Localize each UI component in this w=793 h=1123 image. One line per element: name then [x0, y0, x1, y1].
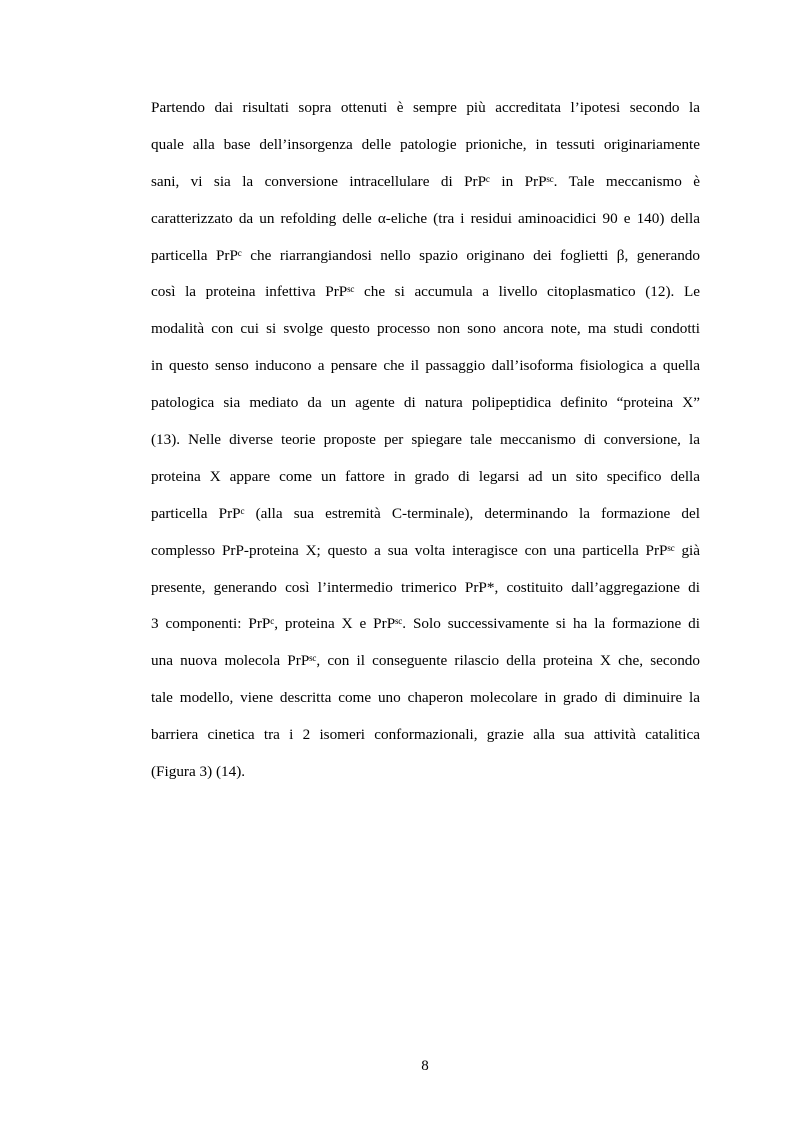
paragraph-line: sani, vi sia la conversione intracellulare di PrPᶜ in PrPˢᶜ. Tale meccanismo è — [151, 172, 700, 190]
paragraph-line: complesso PrP-proteina X; questo a sua volta interagisce con una particella PrPˢᶜ già — [151, 541, 700, 559]
paragraph-line: proteina X appare come un fattore in grado di legarsi ad un sito specifico della — [151, 467, 700, 485]
page-number: 8 — [421, 1058, 429, 1074]
paragraph-line: quale alla base dell’insorgenza delle patologie prioniche, in tessuti originariamente — [151, 135, 700, 153]
paragraph-line: patologica sia mediato da un agente di natura polipeptidica definito “proteina X” — [151, 394, 700, 412]
paragraph-line: presente, generando così l’intermedio trimerico PrP*, costituito dall’aggregazione di — [151, 578, 700, 596]
paragraph-line: particella PrPᶜ che riarrangiandosi nello spazio originano dei foglietti β, generando — [151, 246, 700, 264]
paragraph-line: in questo senso inducono a pensare che il passaggio dall’isoforma fisiologica a quella — [151, 357, 700, 375]
body-paragraph — [151, 90, 700, 791]
paragraph-line: barriera cinetica tra i 2 isomeri conformazionali, grazie alla sua attività catalitica — [151, 726, 700, 744]
paragraph-line: (Figura 3) (14). — [151, 763, 246, 781]
paragraph-line: tale modello, viene descritta come uno chaperon molecolare in grado di diminuire la — [151, 689, 700, 707]
paragraph-line: particella PrPᶜ (alla sua estremità C-terminale), determinando la formazione del — [151, 504, 700, 522]
paragraph-line: modalità con cui si svolge questo processo non sono ancora note, ma studi condotti — [151, 320, 700, 338]
paragraph-line: 3 componenti: PrPᶜ, proteina X e PrPˢᶜ. Solo successivamente si ha la formazione di — [151, 615, 700, 633]
paragraph-line: così la proteina infettiva PrPˢᶜ che si accumula a livello citoplasmatico (12). Le — [151, 283, 700, 301]
paragraph-line: una nuova molecola PrPˢᶜ, con il conseguente rilascio della proteina X che, secondo — [151, 652, 700, 670]
paragraph-line: (13). Nelle diverse teorie proposte per spiegare tale meccanismo di conversione, la — [151, 431, 700, 449]
paragraph-line: Partendo dai risultati sopra ottenuti è sempre più accreditata l’ipotesi secondo la — [151, 99, 700, 116]
paragraph-line: caratterizzato da un refolding delle α-eliche (tra i residui aminoacidici 90 e 140) della — [151, 209, 700, 227]
